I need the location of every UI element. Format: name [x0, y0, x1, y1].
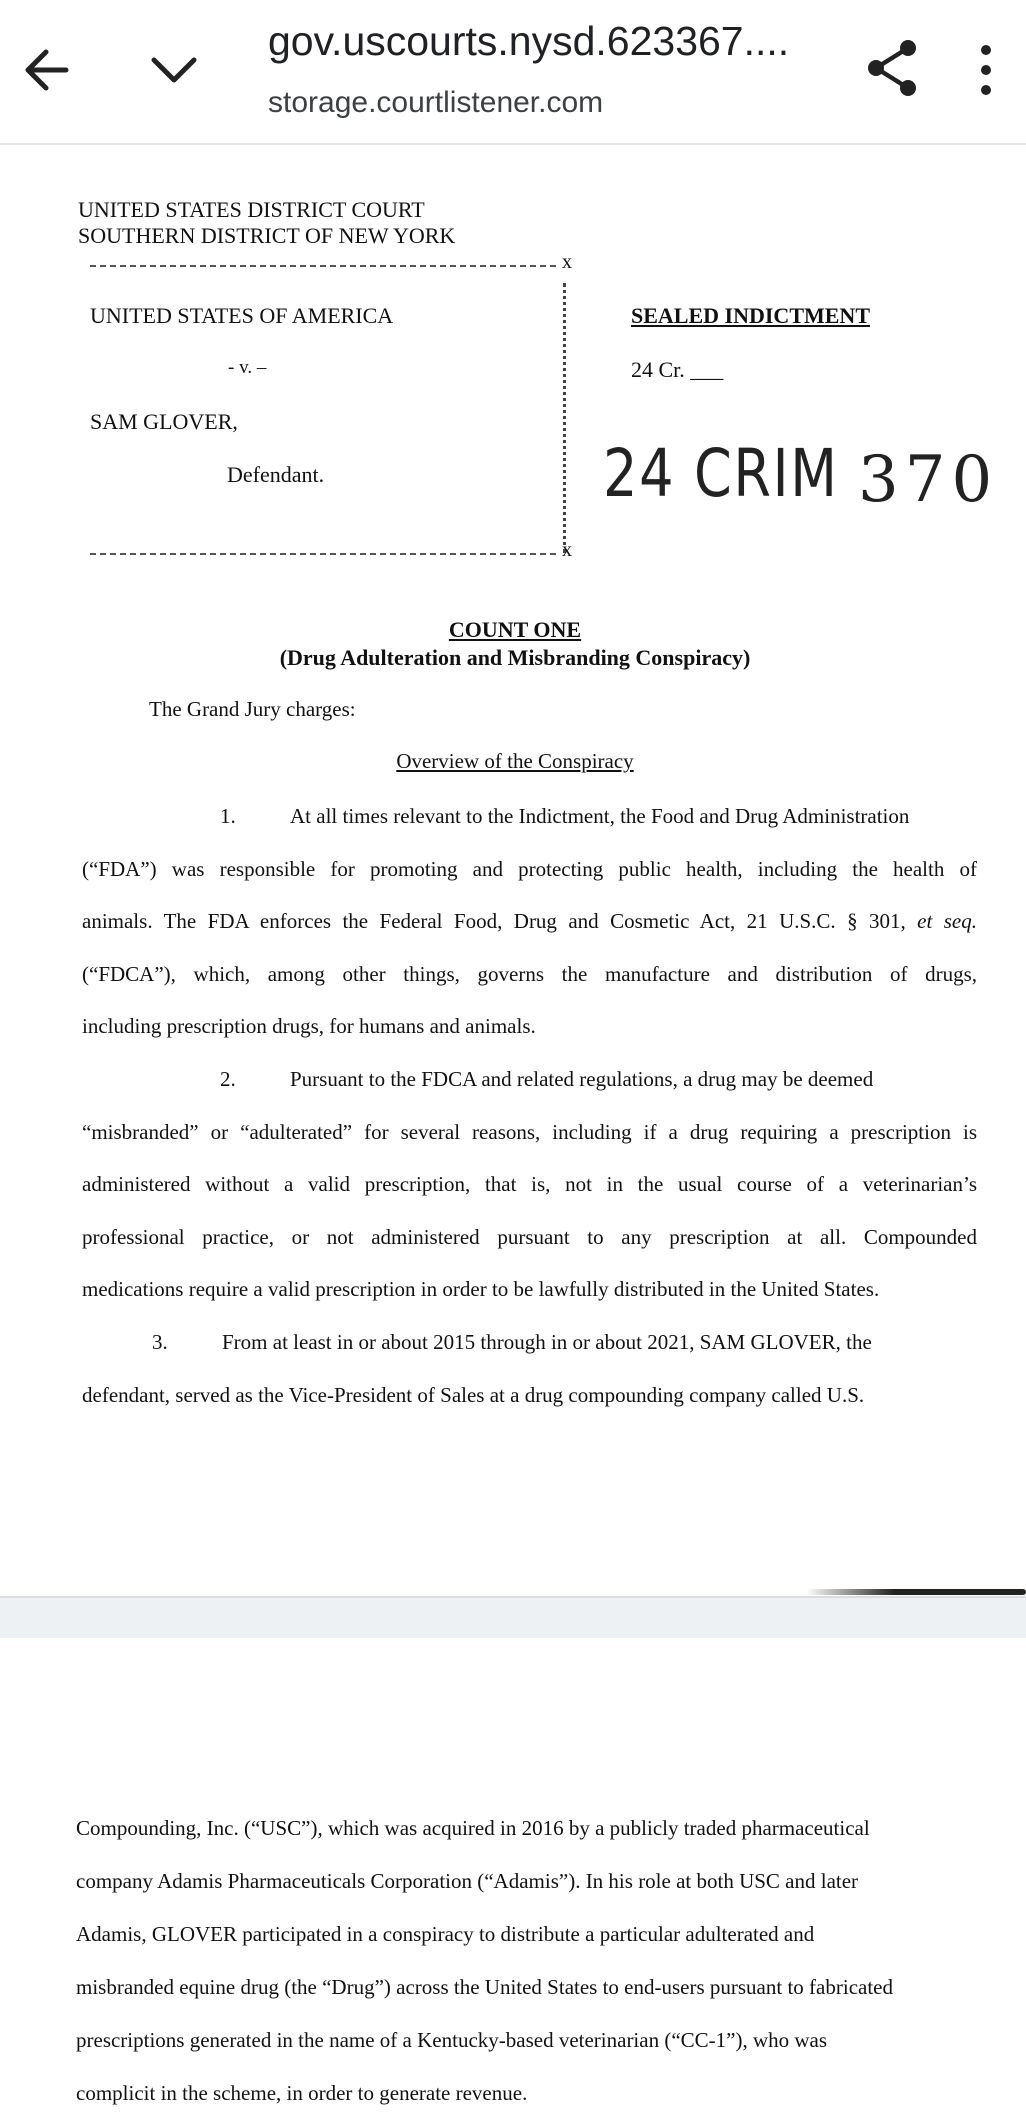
more-menu-button[interactable] — [966, 30, 1006, 110]
versus-label: - v. – — [228, 357, 267, 378]
page-edge-shadow — [806, 1589, 1026, 1595]
grand-jury-charges: The Grand Jury charges: — [149, 697, 356, 721]
paragraph-line: including prescription drugs, for humans and animals. — [82, 1014, 536, 1038]
paragraph-line: From at least in or about 2015 through in or about 2021, SAM GLOVER, the — [222, 1330, 872, 1354]
paragraph-line: “misbranded” or “adulterated” for several reasons, including if a drug requiring a prescription is — [82, 1119, 977, 1144]
paragraph-line: (“FDA”) was responsible for promoting and protecting public health, including the health of — [82, 856, 977, 881]
paragraph-3-continued — [76, 1802, 981, 2120]
share-button[interactable] — [852, 28, 932, 108]
collapse-button[interactable] — [134, 30, 214, 110]
url-title[interactable]: gov.uscourts.nysd.623367.... — [268, 18, 790, 64]
browser-toolbar — [0, 0, 1026, 145]
section-heading: Overview of the Conspiracy — [396, 749, 634, 773]
back-button[interactable] — [8, 30, 88, 110]
count-subtitle: (Drug Adulteration and Misbranding Conspiracy) — [279, 645, 751, 670]
document-page-1 — [0, 145, 1026, 1595]
case-stamp-number: 370 — [858, 443, 999, 517]
paragraph-line: misbranded equine drug (the “Drug”) across the United States to end-users pursuant to fabricated — [76, 1975, 893, 1999]
defendant-name: SAM GLOVER, — [90, 409, 238, 434]
paragraph-number: 2. — [220, 1067, 236, 1091]
paragraph-line-text: animals. The FDA enforces the Federal Food, Drug and Cosmetic Act, 21 U.S.C. § 301, et seq. — [82, 909, 977, 933]
caption-x-bottom: x — [562, 539, 572, 561]
paragraph-number: 1. — [220, 804, 236, 828]
count-title: COUNT ONE — [448, 617, 582, 642]
caption-top-rule — [90, 265, 556, 267]
plaintiff-name: UNITED STATES OF AMERICA — [90, 303, 394, 328]
paragraph-line: Compounding, Inc. (“USC”), which was acquired in 2016 by a publicly traded pharmaceutical — [76, 1816, 870, 1840]
docket-number: 24 Cr. ___ — [631, 357, 724, 382]
case-stamp-prefix: 24 CRIM — [603, 435, 839, 512]
caption-x-top: x — [562, 251, 572, 273]
share-icon — [852, 28, 932, 108]
arrow-left-icon — [8, 30, 88, 110]
paragraph-line: company Adamis Pharmaceuticals Corporation (“Adamis”). In his role at both USC and later — [76, 1869, 859, 1893]
paragraph-line: medications require a valid prescription in order to be lawfully distributed in the United States. — [82, 1277, 880, 1301]
document-type: SEALED INDICTMENT — [631, 303, 870, 328]
paragraph-line: At all times relevant to the Indictment, the Food and Drug Administration — [290, 804, 910, 828]
url-domain[interactable]: storage.courtlistener.com — [268, 86, 604, 119]
paragraph-line: Pursuant to the FDCA and related regulations, a drug may be deemed — [290, 1067, 874, 1091]
paragraph-line: prescriptions generated in the name of a Kentucky-based veterinarian (“CC-1”), who was — [76, 2028, 828, 2052]
document-page-2 — [0, 1638, 1026, 2108]
paragraph-line: Adamis, GLOVER participated in a conspiracy to distribute a particular adulterated and — [76, 1922, 815, 1946]
paragraph-line: professional practice, or not administered pursuant to any prescription at all. Compounded — [82, 1224, 977, 1249]
paragraph-number: 3. — [152, 1330, 168, 1354]
caption-bottom-rule — [90, 553, 556, 555]
court-name-line2: SOUTHERN DISTRICT OF NEW YORK — [78, 223, 456, 248]
paragraph-line: administered without a valid prescription, that is, not in the usual course of a veterinarian’s — [82, 1172, 977, 1196]
chevron-down-icon — [134, 30, 214, 110]
paragraph-line — [82, 895, 977, 948]
page-separator — [0, 1596, 1026, 1640]
paragraph-3 — [82, 1316, 977, 1421]
paragraph-1 — [82, 790, 977, 1053]
more-vertical-icon — [966, 30, 1006, 110]
defendant-label: Defendant. — [227, 462, 325, 487]
court-name-line1: UNITED STATES DISTRICT COURT — [78, 197, 425, 222]
paragraph-line: (“FDCA”), which, among other things, governs the manufacture and distribution of drugs, — [82, 961, 977, 986]
paragraph-line: complicit in the scheme, in order to generate revenue. — [76, 2081, 528, 2105]
paragraph-2 — [82, 1053, 977, 1316]
paragraph-line: defendant, served as the Vice-President of Sales at a drug compounding company called U.S. — [82, 1382, 865, 1407]
caption-divider — [563, 283, 576, 553]
